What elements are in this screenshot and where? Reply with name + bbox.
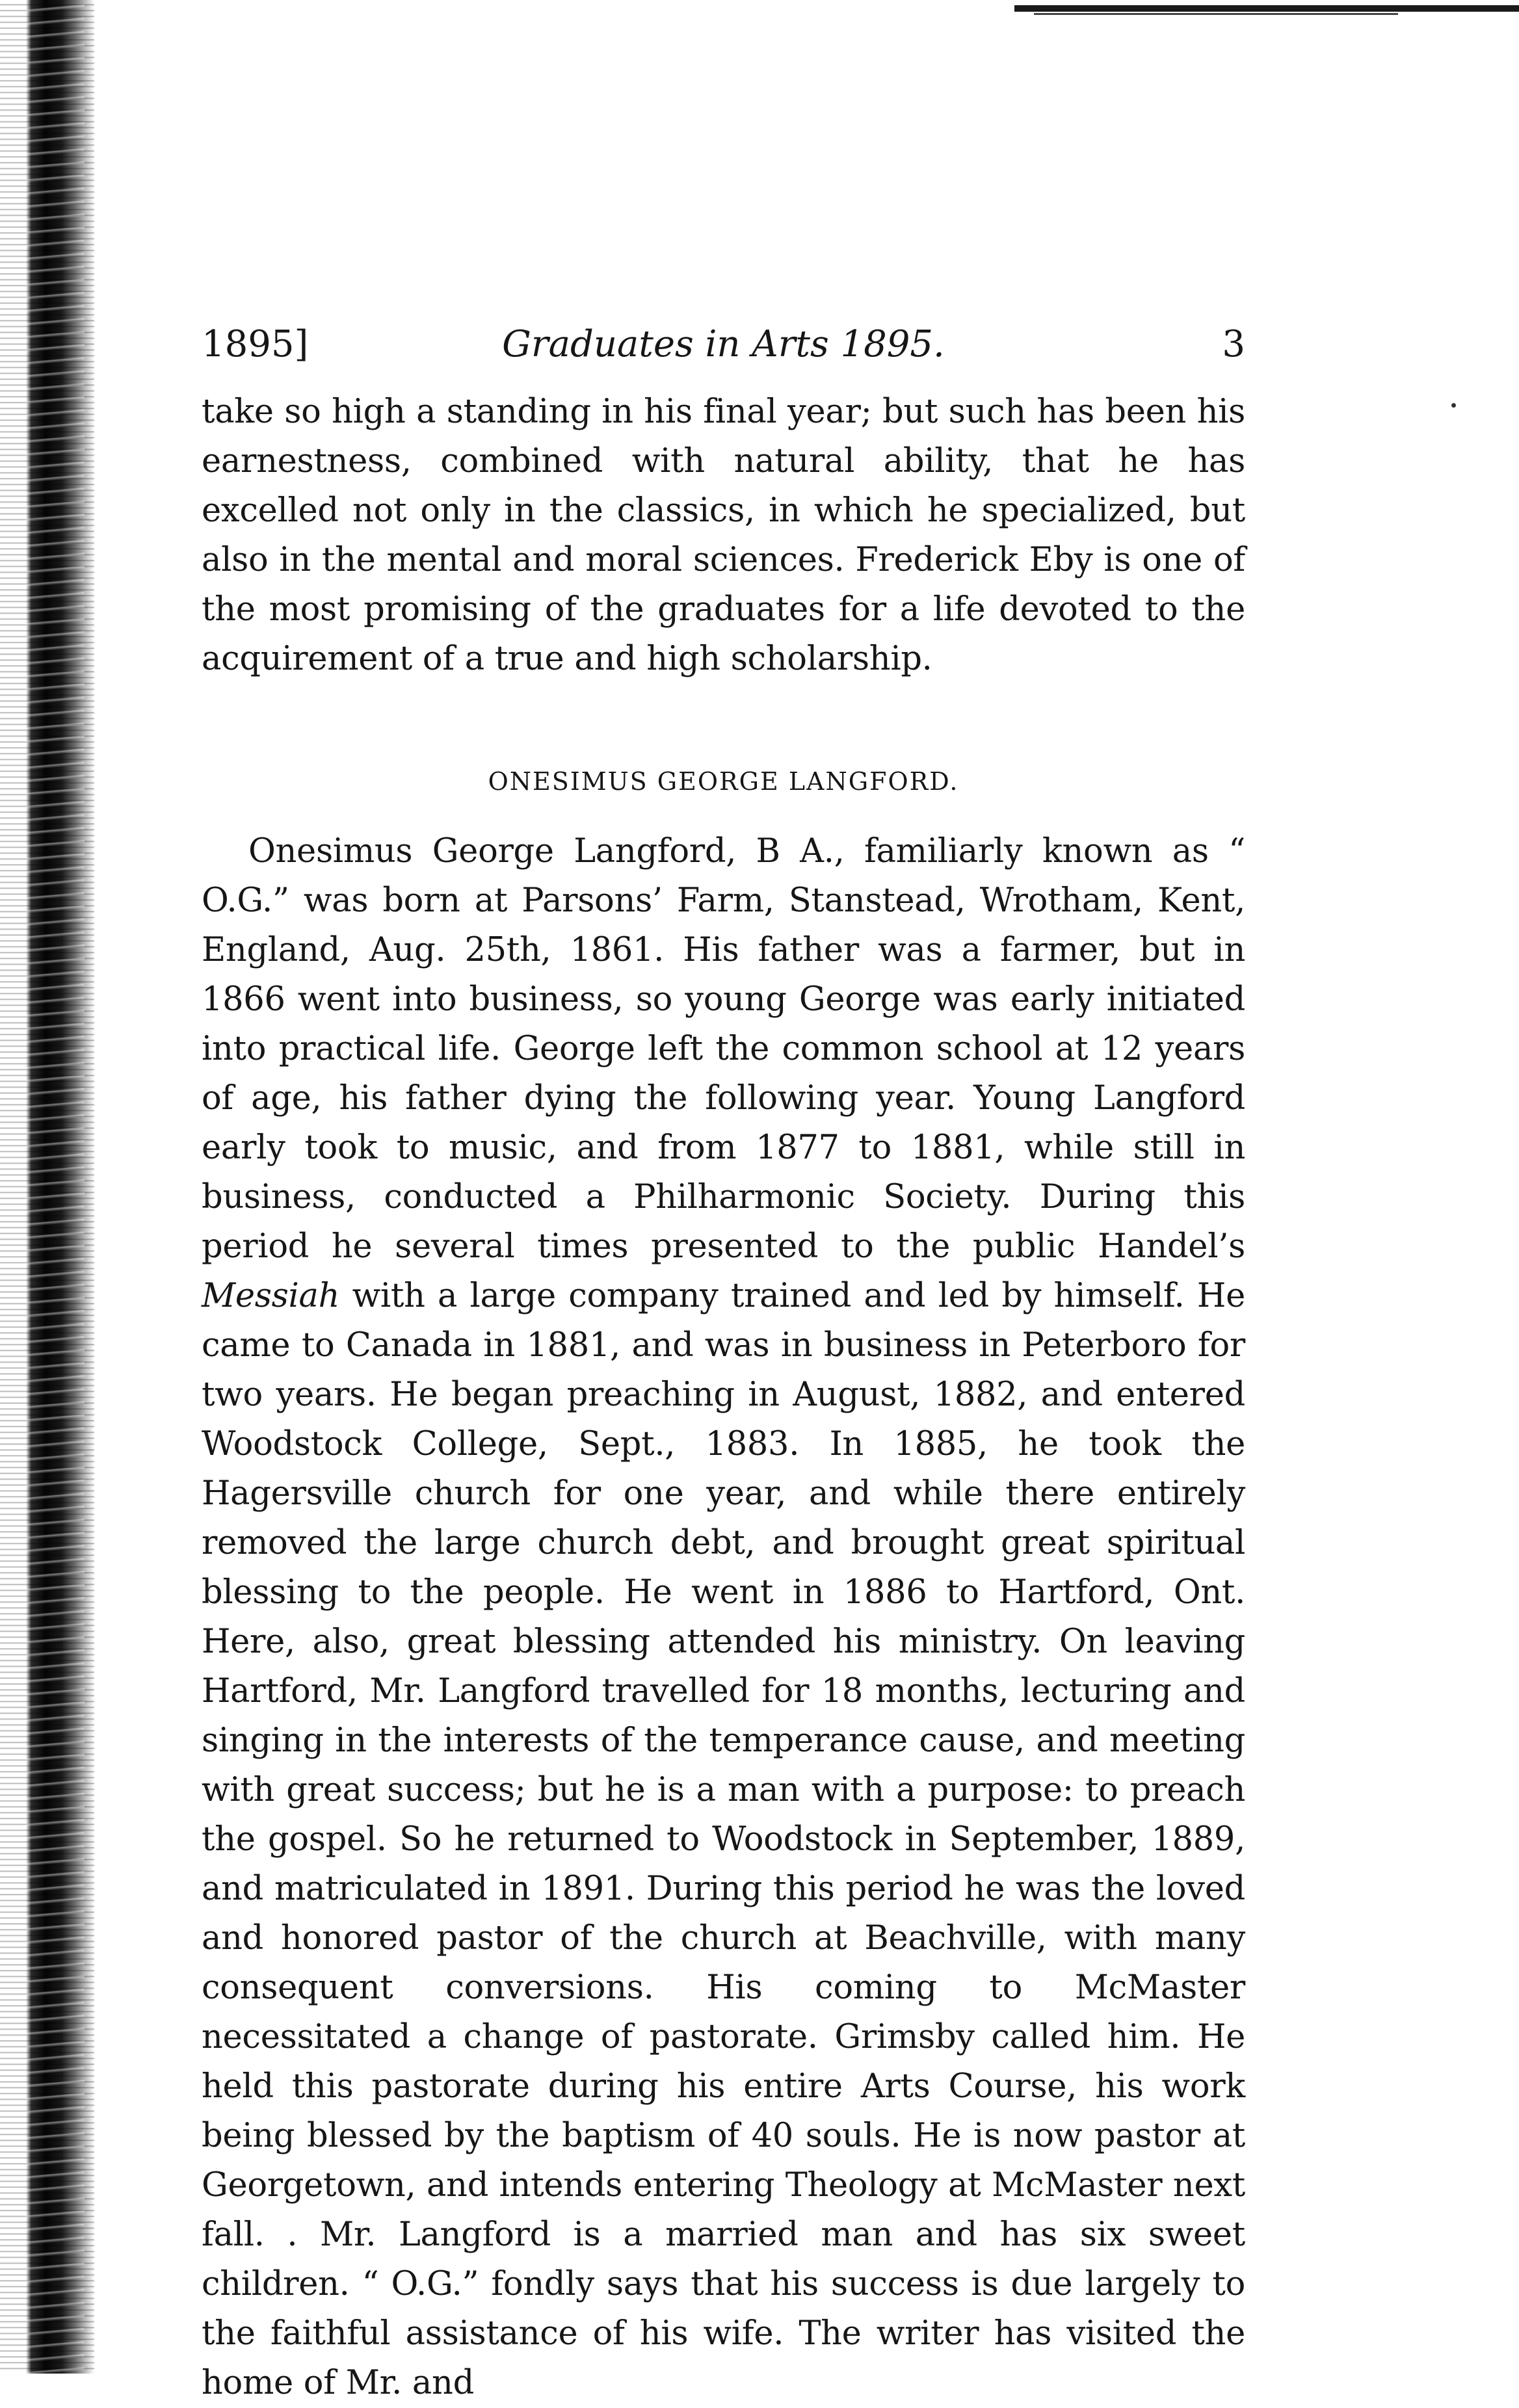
biography-text-part-1: Onesimus George Langford, B A., familiarly known as “ O.G.” was born at Parsons’ Farm, Stanstead, Wrotham, Kent, England, Aug. 25th, 1861. His father was a farmer, but in 1866 went into business, so young George was early initiated into practical life. George left the common school at 12 years of age, his father dying the following year. Young Langford early took to music, and from 1877 to 1881, while still in business, conducted a Philharmonic Society. During this period he several times presented to the public Handel’s [202,832,1245,1266]
running-head [202,319,1245,371]
section-heading: ONESIMUS GEORGE LANGFORD. [488,767,959,796]
book-page [202,319,1245,2408]
scan-speck [1451,403,1456,408]
running-head-title: Graduates in Arts 1895. [502,323,945,365]
top-edge-rule [1014,5,1519,12]
top-edge-rule-thin [1034,13,1398,15]
intro-paragraph: take so high a standing in his final year; but such has been his earnestness, combined with natural ability, that he has excelled not only in the classics, in which he specialized, but also in the mental and moral sciences. Frederick Eby is one of the most promising of the graduates for a life devoted to the acquirement of a true and high scholarship. [202,393,1245,678]
binding-grain [26,0,85,2374]
scanned-binding-edge [0,0,94,2374]
biography-text-part-2: with a large company trained and led by himself. He came to Canada in 1881, and was in business in Peterboro for two years. He began preaching in August, 1882, and entered Woodstock College, Sept., 1883. In 1885, he took the Hagersville church for one year, and while there entirely removed the large church debt, and brought great spiritual blessing to the people. He went in 1886 to Hartford, Ont. Here, also, great blessing attended his ministry. On leaving Hartford, Mr. Langford travelled for 18 months, lecturing and singing in the interests of the temperance cause, and meeting with great success; but he is a man with a purpose: to preach the gospel. So he returned to Woodstock in September, 1889, and matriculated in 1891. During this period he was the loved and honored pastor of the church at Beachville, with many consequent conversions. His coming to McMaster necessitated a change of pastorate. Grimsby called him. He held this pastorate during his entire Arts Course, his work being blessed by the baptism of 40 souls. He is now pastor at Georgetown, and intends entering Theology at McMaster next fall. . Mr. Langford is a married man and has six sweet children. “ O.G.” fondly says that his success is due largely to the faithful assistance of his wife. The writer has visited the home of Mr. and [202,1277,1245,2402]
biography-paragraph [202,827,1245,2408]
page-number: 3 [1222,323,1245,365]
work-title-italic: Messiah [202,1277,340,1315]
running-head-year: 1895] [202,323,309,365]
